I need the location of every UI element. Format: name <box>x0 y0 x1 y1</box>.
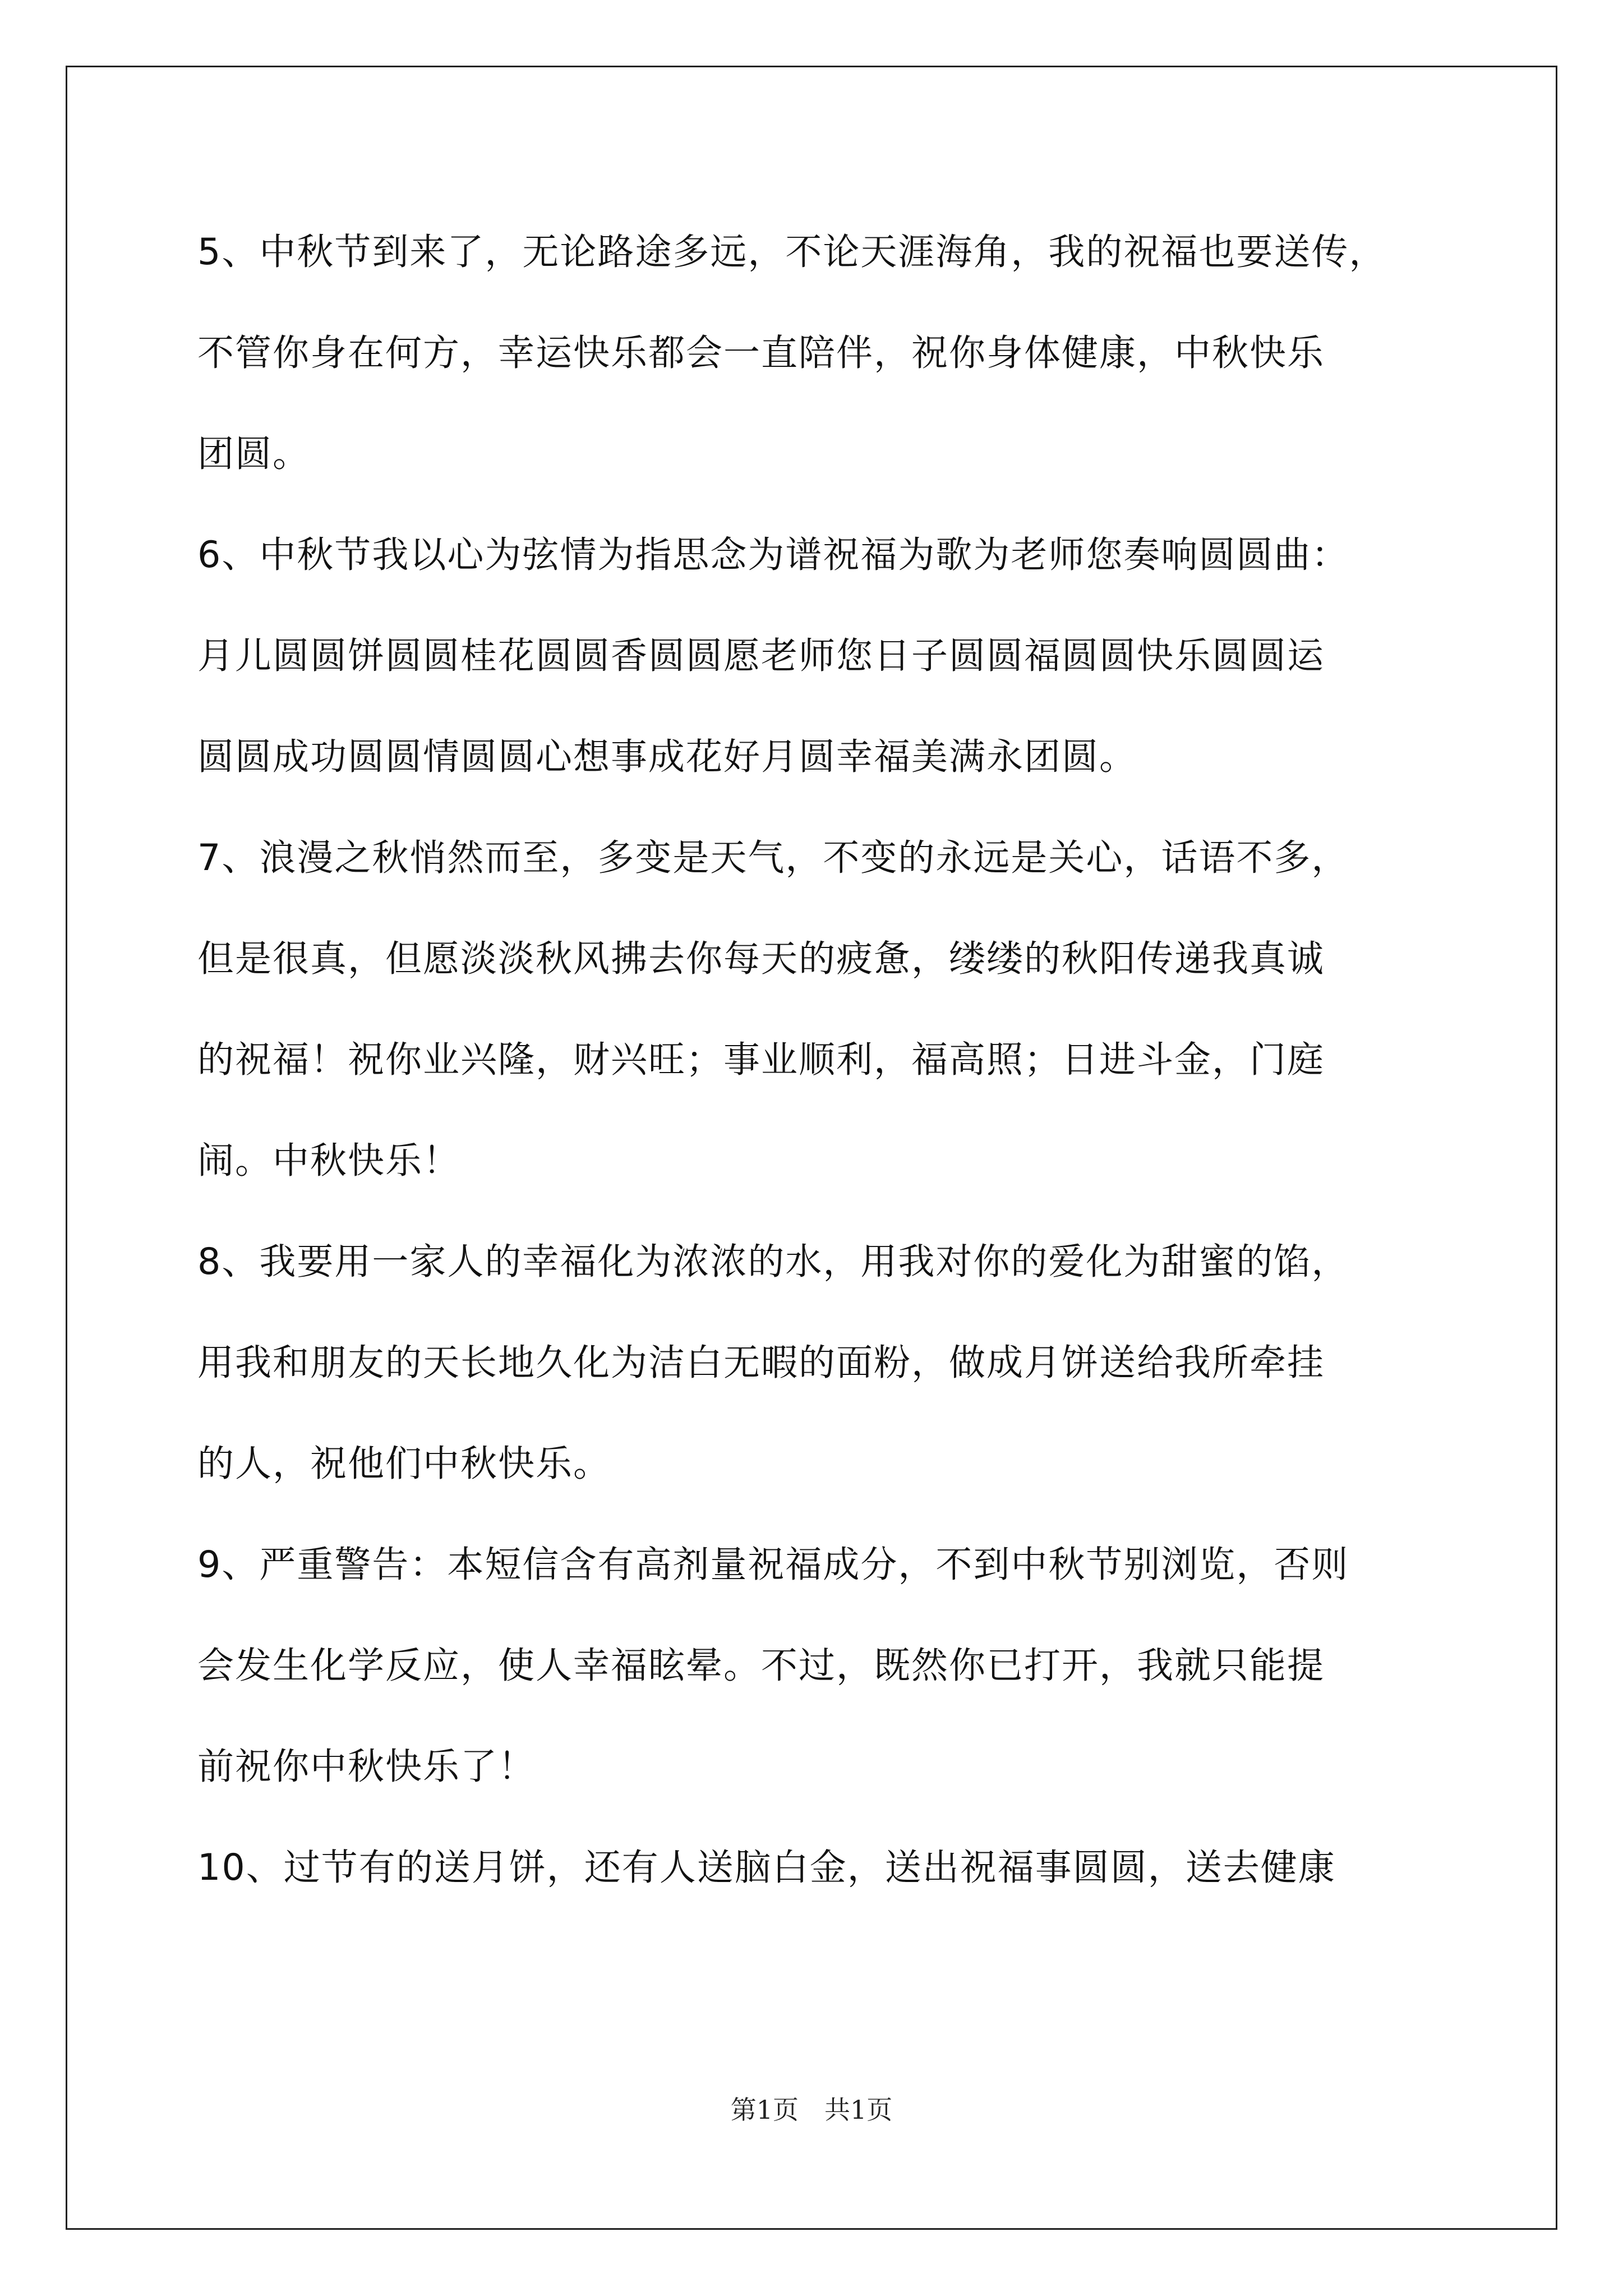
text-line: 8、我要用一家人的幸福化为浓浓的水，用我对你的爱化为甜蜜的馅， <box>197 1241 1349 1283</box>
text-line: 的祝福！祝你业兴隆，财兴旺；事业顺利，福高照；日进斗金，门庭 <box>197 1039 1325 1081</box>
text-line: 7、浪漫之秋悄然而至，多变是天气，不变的永远是关心，话语不多， <box>197 837 1349 879</box>
text-line: 团圆。 <box>197 433 311 475</box>
text-line: 前祝你中秋快乐了！ <box>197 1746 536 1788</box>
text-line: 的人，祝他们中秋快乐。 <box>197 1443 611 1485</box>
text-line: 月儿圆圆饼圆圆桂花圆圆香圆圆愿老师您日子圆圆福圆圆快乐圆圆运 <box>197 635 1325 677</box>
page-number-footer: 第1页 共1页 <box>730 2095 893 2125</box>
document-body <box>197 202 1470 1918</box>
text-line: 闹。中秋快乐！ <box>197 1140 461 1182</box>
text-line: 6、中秋节我以心为弦情为指思念为谱祝福为歌为老师您奏响圆圆曲： <box>197 534 1349 576</box>
text-line: 圆圆成功圆圆情圆圆心想事成花好月圆幸福美满永团圆。 <box>197 736 1137 778</box>
text-line: 不管你身在何方，幸运快乐都会一直陪伴，祝你身体健康，中秋快乐 <box>197 332 1325 374</box>
text-line: 会发生化学反应，使人幸福眩晕。不过，既然你已打开，我就只能提 <box>197 1645 1325 1687</box>
text-line: 10、过节有的送月饼，还有人送脑白金，送出祝福事圆圆，送去健康 <box>197 1847 1336 1889</box>
text-line: 5、中秋节到来了，无论路途多远，不论天涯海角，我的祝福也要送传， <box>197 231 1387 273</box>
text-line: 用我和朋友的天长地久化为洁白无暇的面粉，做成月饼送给我所牵挂 <box>197 1342 1325 1384</box>
text-line: 但是很真，但愿淡淡秋风拂去你每天的疲惫，缕缕的秋阳传递我真诚 <box>197 938 1325 980</box>
text-line: 9、严重警告：本短信含有高剂量祝福成分，不到中秋节别浏览，否则 <box>197 1544 1349 1586</box>
